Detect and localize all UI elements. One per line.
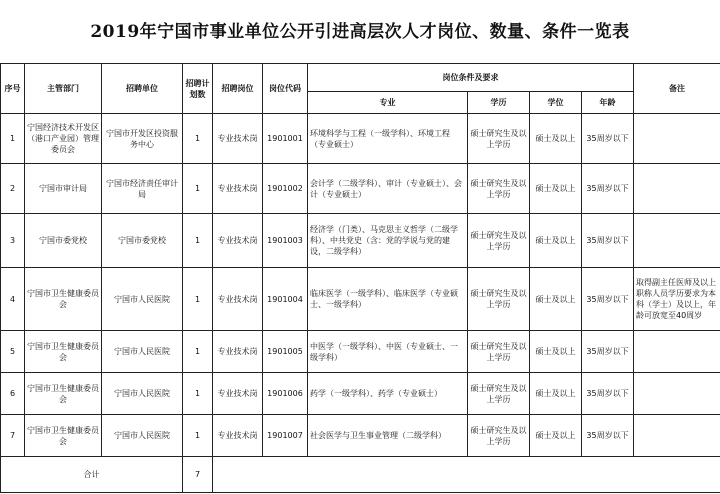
cell-degree: 硕士及以上: [530, 164, 582, 214]
cell-index: 4: [1, 268, 25, 331]
cell-age: 35周岁以下: [582, 114, 634, 164]
cell-education: 硕士研究生及以上学历: [468, 214, 530, 268]
table-row: [1, 164, 720, 214]
cell-index: 6: [1, 373, 25, 415]
cell-major: 临床医学（一级学科）、临床医学（专业硕士、一级学科）: [308, 268, 468, 331]
cell-remark: [634, 373, 720, 415]
cell-degree: 硕士及以上: [530, 114, 582, 164]
total-value: 7: [183, 457, 213, 493]
cell-index: 1: [1, 114, 25, 164]
table-row: [1, 373, 720, 415]
cell-index: 3: [1, 214, 25, 268]
cell-post: 专业技术岗: [213, 373, 263, 415]
cell-major: 环境科学与工程（一级学科）、环境工程（专业硕士）: [308, 114, 468, 164]
col-header-age: 年龄: [582, 92, 634, 114]
table-row: [1, 114, 720, 164]
cell-code: 1901006: [263, 373, 308, 415]
col-header-conditions: 岗位条件及要求: [308, 64, 634, 92]
col-header-education: 学历: [468, 92, 530, 114]
col-header-degree: 学位: [530, 92, 582, 114]
cell-post: 专业技术岗: [213, 164, 263, 214]
cell-post: 专业技术岗: [213, 214, 263, 268]
cell-unit: 宁国市人民医院: [102, 415, 183, 457]
cell-post: 专业技术岗: [213, 331, 263, 373]
cell-department: 宁国市委党校: [25, 214, 102, 268]
cell-index: 7: [1, 415, 25, 457]
cell-remark: [634, 415, 720, 457]
total-label: 合计: [1, 457, 183, 493]
col-header-major: 专业: [308, 92, 468, 114]
cell-education: 硕士研究生及以上学历: [468, 268, 530, 331]
cell-department: 宁国市卫生健康委员会: [25, 331, 102, 373]
col-header-post: 招聘岗位: [213, 64, 263, 114]
cell-department: 宁国市卫生健康委员会: [25, 415, 102, 457]
table-row: [1, 331, 720, 373]
header-row: [1, 64, 720, 92]
cell-code: 1901004: [263, 268, 308, 331]
cell-remark: [634, 114, 720, 164]
cell-quota: 1: [183, 415, 213, 457]
cell-unit: 宁国市人民医院: [102, 268, 183, 331]
col-header-remark: 备注: [634, 64, 720, 114]
cell-degree: 硕士及以上: [530, 214, 582, 268]
cell-remark: 取得副主任医师及以上职称人员学历要求为本科（学士）及以上，年龄可放宽至40周岁: [634, 268, 720, 331]
cell-department: 宁国市审计局: [25, 164, 102, 214]
cell-code: 1901007: [263, 415, 308, 457]
cell-major: 中医学（一级学科）、中医（专业硕士、一级学科）: [308, 331, 468, 373]
cell-unit: 宁国市人民医院: [102, 331, 183, 373]
cell-post: 专业技术岗: [213, 415, 263, 457]
cell-major: 经济学（门类）、马克思主义哲学（二级学科）、中共党史（含：党的学说与党的建设，二级学科）: [308, 214, 468, 268]
cell-department: 宁国市卫生健康委员会: [25, 373, 102, 415]
cell-department: 宁国经济技术开发区（港口产业园）管理委员会: [25, 114, 102, 164]
cell-degree: 硕士及以上: [530, 331, 582, 373]
cell-quota: 1: [183, 268, 213, 331]
col-header-index: 序号: [1, 64, 25, 114]
cell-age: 35周岁以下: [582, 214, 634, 268]
cell-quota: 1: [183, 331, 213, 373]
cell-age: 35周岁以下: [582, 164, 634, 214]
cell-code: 1901003: [263, 214, 308, 268]
page-title: 2019年宁国市事业单位公开引进高层次人才岗位、数量、条件一览表: [90, 22, 630, 42]
cell-education: 硕士研究生及以上学历: [468, 164, 530, 214]
cell-code: 1901001: [263, 114, 308, 164]
cell-education: 硕士研究生及以上学历: [468, 114, 530, 164]
col-header-quota: 招聘计划数: [183, 64, 213, 114]
cell-unit: 宁国市委党校: [102, 214, 183, 268]
cell-degree: 硕士及以上: [530, 373, 582, 415]
cell-degree: 硕士及以上: [530, 268, 582, 331]
positions-table: [0, 63, 720, 493]
col-header-department: 主管部门: [25, 64, 102, 114]
cell-age: 35周岁以下: [582, 331, 634, 373]
cell-major: 社会医学与卫生事业管理（二级学科）: [308, 415, 468, 457]
table-row: [1, 214, 720, 268]
cell-major: 药学（一级学科）、药学（专业硕士）: [308, 373, 468, 415]
cell-quota: 1: [183, 373, 213, 415]
total-empty-cell: [213, 457, 720, 493]
cell-index: 2: [1, 164, 25, 214]
cell-age: 35周岁以下: [582, 415, 634, 457]
cell-quota: 1: [183, 214, 213, 268]
cell-unit: 宁国市人民医院: [102, 373, 183, 415]
col-header-unit: 招聘单位: [102, 64, 183, 114]
cell-education: 硕士研究生及以上学历: [468, 415, 530, 457]
total-row: [1, 457, 720, 493]
table-row: [1, 268, 720, 331]
cell-age: 35周岁以下: [582, 268, 634, 331]
table-row: [1, 415, 720, 457]
cell-post: 专业技术岗: [213, 114, 263, 164]
cell-quota: 1: [183, 164, 213, 214]
cell-degree: 硕士及以上: [530, 415, 582, 457]
cell-unit: 宁国市经济责任审计局: [102, 164, 183, 214]
cell-post: 专业技术岗: [213, 268, 263, 331]
cell-remark: [634, 331, 720, 373]
cell-code: 1901005: [263, 331, 308, 373]
cell-age: 35周岁以下: [582, 373, 634, 415]
cell-remark: [634, 214, 720, 268]
cell-education: 硕士研究生及以上学历: [468, 373, 530, 415]
cell-education: 硕士研究生及以上学历: [468, 331, 530, 373]
col-header-code: 岗位代码: [263, 64, 308, 114]
cell-unit: 宁国市开发区投资服务中心: [102, 114, 183, 164]
cell-code: 1901002: [263, 164, 308, 214]
cell-department: 宁国市卫生健康委员会: [25, 268, 102, 331]
cell-index: 5: [1, 331, 25, 373]
cell-quota: 1: [183, 114, 213, 164]
cell-major: 会计学（二级学科）、审计（专业硕士）、会计（专业硕士）: [308, 164, 468, 214]
cell-remark: [634, 164, 720, 214]
